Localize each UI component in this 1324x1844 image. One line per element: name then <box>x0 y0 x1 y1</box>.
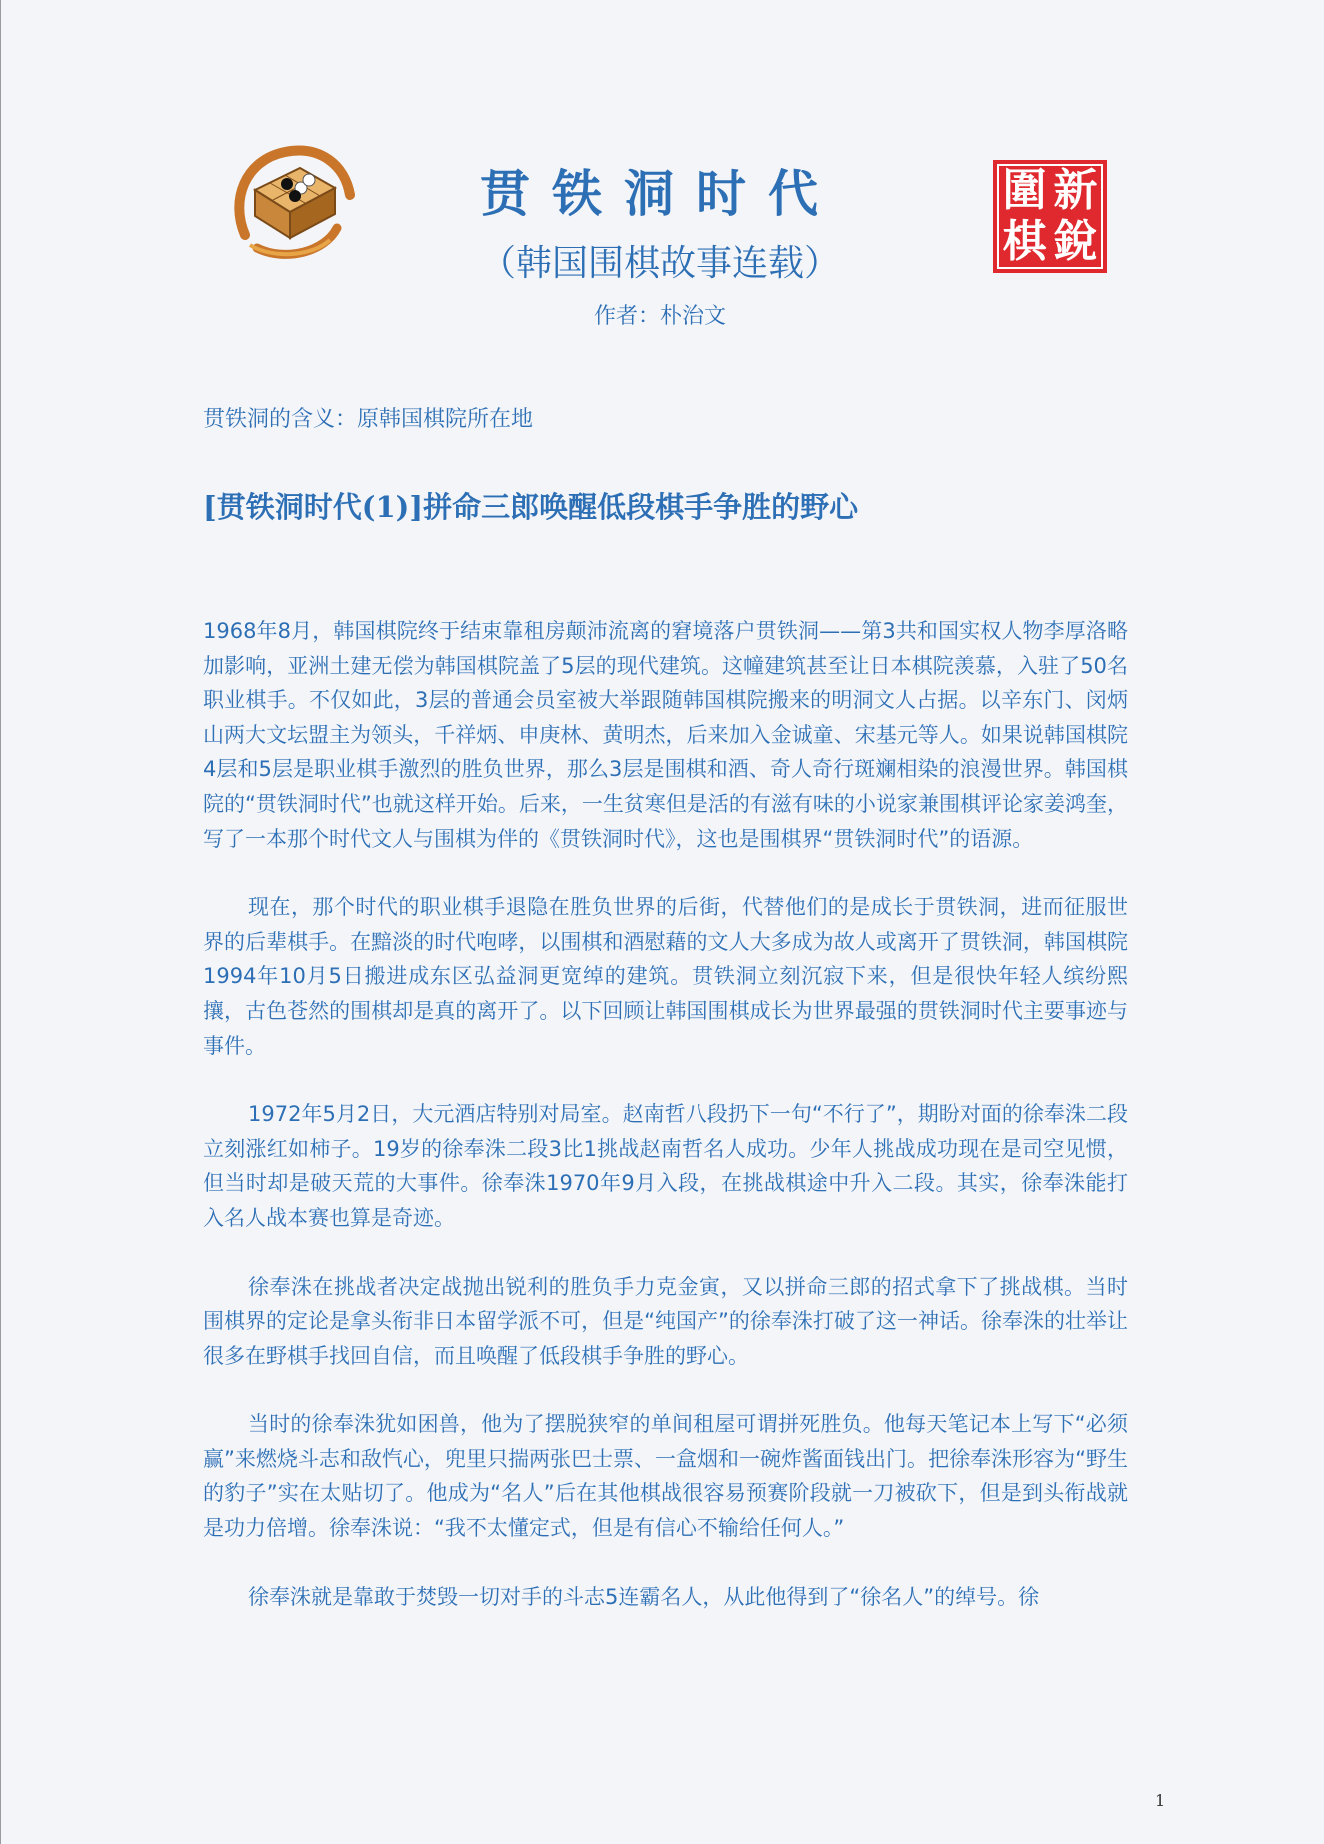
page-number: 1 <box>1155 1791 1166 1810</box>
paragraph: 1972年5月2日，大元酒店特别对局室。赵南哲八段扔下一句“不行了”，期盼对面的徐奉洙二段立刻涨红如柿子。19岁的徐奉洙二段3比1挑战赵南哲名人成功。少年人挑战成功现在是司空见惯，但当时却是破天荒的大事件。徐奉洙1970年9月入段，在挑战棋途中升入二段。其实，徐奉洙能打入名人战本赛也算是奇迹。 <box>203 1102 1128 1230</box>
article-body <box>203 614 1128 1648</box>
meaning-note: 贯铁洞的含义：原韩国棋院所在地 <box>203 407 534 432</box>
paragraph: 现在，那个时代的职业棋手退隐在胜负世界的后街，代替他们的是成长于贯铁洞，进而征服世界的后辈棋手。在黯淡的时代咆哮，以围棋和酒慰藉的文人大多成为故人或离开了贯铁洞，韩国棋院1994年10月5日搬进成东区弘益洞更宽绰的建筑。贯铁洞立刻沉寂下来，但是很快年轻人缤纷熙攘，古色苍然的围棋却是真的离开了。以下回顾让韩国围棋成长为世界最强的贯铁洞时代主要事迹与事件。 <box>203 895 1128 1058</box>
article-heading: [贯铁洞时代(1)]拼命三郎唤醒低段棋手争胜的野心 <box>203 490 859 524</box>
seal-char: 新 <box>1053 165 1098 216</box>
paragraph: 徐奉洙就是靠敢于焚毁一切对手的斗志5连霸名人，从此他得到了“徐名人”的绰号。徐 <box>248 1584 1040 1609</box>
page-edge <box>0 0 1 1844</box>
paragraph: 徐奉洙在挑战者决定战抛出锐利的胜负手力克金寅，又以拼命三郎的招式拿下了挑战棋。当时围棋界的定论是拿头衔非日本留学派不可，但是“纯国产”的徐奉洙打破了这一神话。徐奉洙的壮举让很多在野棋手找回自信，而且唤醒了低段棋手争胜的野心。 <box>203 1274 1128 1368</box>
document-title: 贯铁洞时代 <box>480 165 840 223</box>
paragraph: 1968年8月，韩国棋院终于结束靠租房颠沛流离的窘境落户贯铁洞——第3共和国实权人物李厚洛略加影响，亚洲土建无偿为韩国棋院盖了5层的现代建筑。这幢建筑甚至让日本棋院羡慕，入驻了50名职业棋手。不仅如此，3层的普通会员室被大举跟随韩国棋院搬来的明洞文人占据。以辛东门、闵炳山两大文坛盟主为领头，千祥炳、申庚林、黄明杰，后来加入金诚童、宋基元等人。如果说韩国棋院4层和5层是职业棋手激烈的胜负世界，那么3层是围棋和酒、奇人奇行斑斓相染的浪漫世界。韩国棋院的“贯铁洞时代”也就这样开始。后来，一生贫寒但是活的有滋有味的小说家兼围棋评论家姜鸿奎，写了一本那个时代文人与围棋为伴的《贯铁洞时代》，这也是围棋界“贯铁洞时代”的语源。 <box>203 619 1128 851</box>
author-line: 作者：朴治文 <box>593 304 726 329</box>
go-board-logo-icon <box>225 140 355 265</box>
paragraph: 当时的徐奉洙犹如困兽，他为了摆脱狭窄的单间租屋可谓拼死胜负。他每天笔记本上写下“必须赢”来燃烧斗志和敌忾心，兜里只揣两张巴士票、一盒烟和一碗炸酱面钱出门。把徐奉洙形容为“野生的豹子”实在太贴切了。他成为“名人”后在其他棋战很容易预赛阶段就一刀被砍下，但是到头衔战就是功力倍增。徐奉洙说：“我不太懂定式，但是有信心不输给任何人。” <box>203 1412 1128 1541</box>
seal-char: 銳 <box>1053 215 1098 267</box>
document-subtitle: （韩国围棋故事连载） <box>479 243 840 284</box>
seal-char: 棋 <box>1002 215 1047 267</box>
publisher-seal-icon <box>993 160 1107 273</box>
seal-char: 圍 <box>1002 165 1047 216</box>
